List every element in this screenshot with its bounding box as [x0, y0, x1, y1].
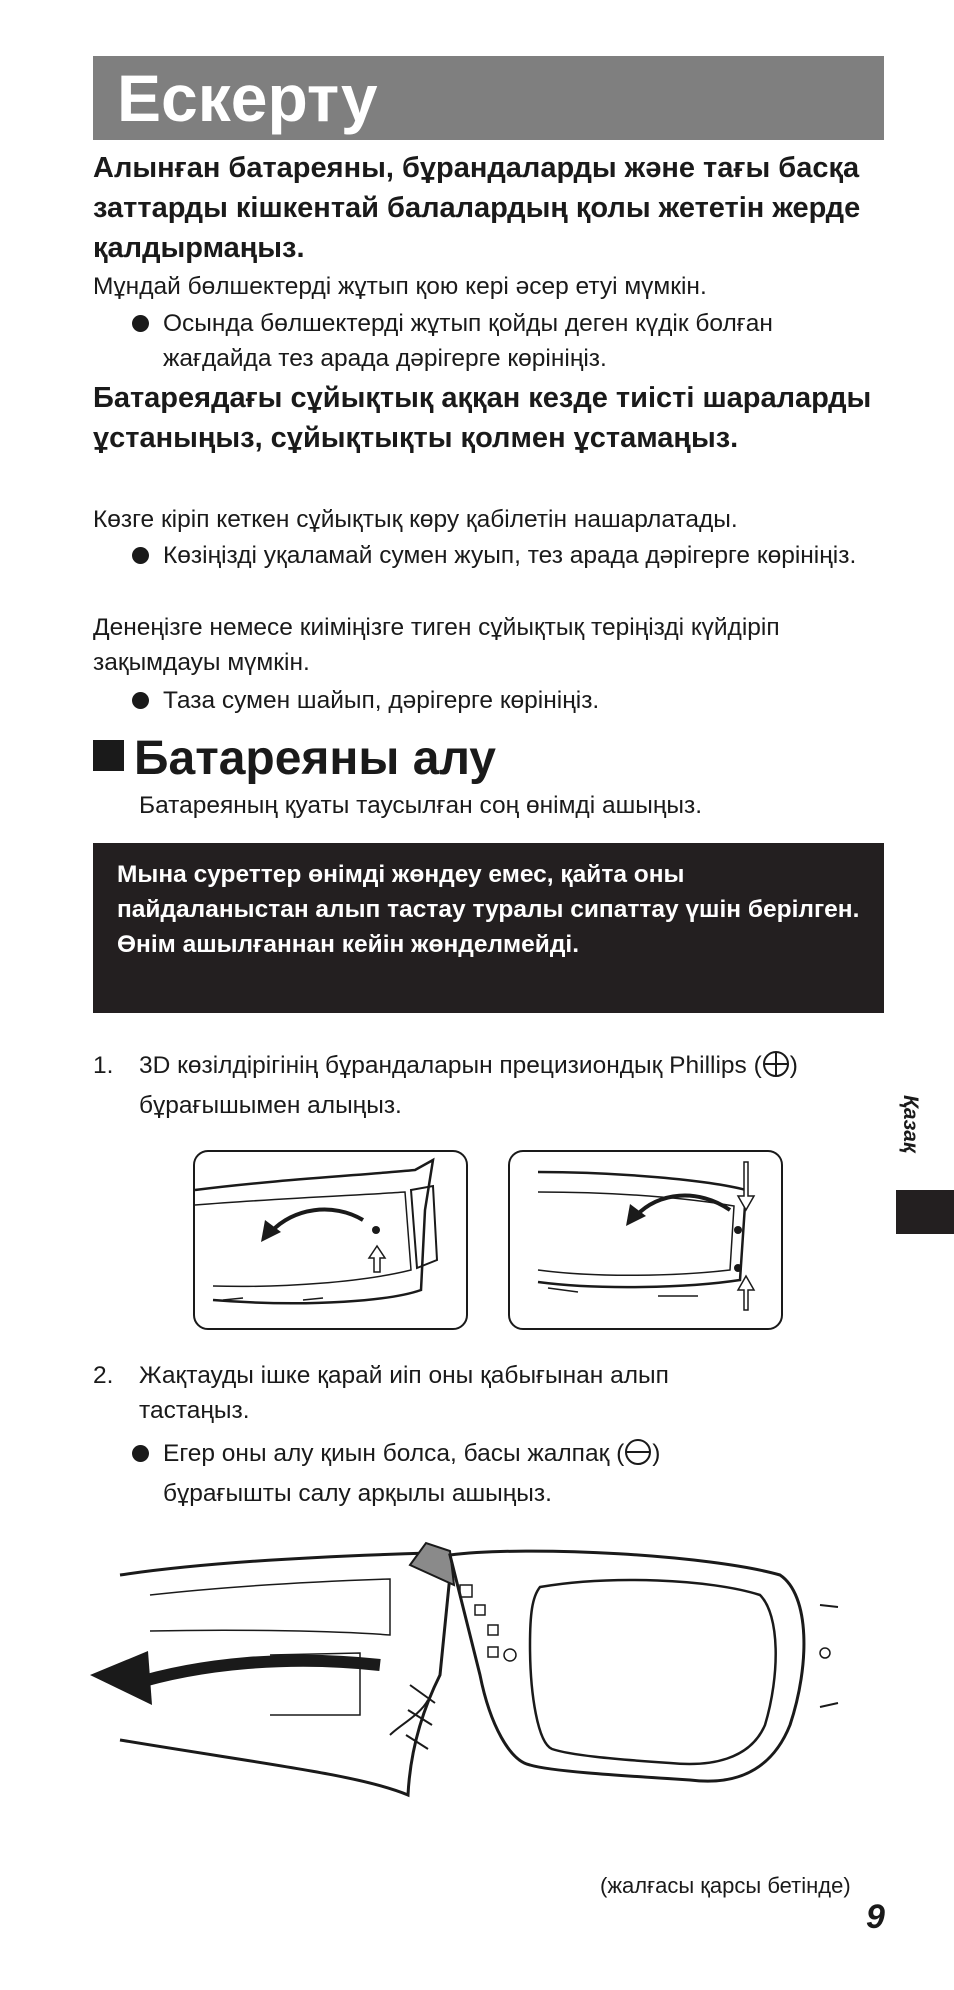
warning-text-3: Денеңізге немесе киіміңізге тиген сұйықтық теріңізді күйдіріп зақымдауы мүмкін.	[93, 614, 780, 676]
bullet-icon	[132, 315, 149, 332]
warning-bullet-3	[163, 683, 888, 718]
bullet-icon	[132, 692, 149, 709]
step-1-text-before: 3D көзілдірігінің бұрандаларын прецизиондық Phillips (	[139, 1052, 762, 1079]
step-1-text-after: ) бұрағышымен алыңыз.	[139, 1052, 798, 1119]
step-1-text	[139, 1048, 859, 1123]
section-subtitle: Батареяның қуаты таусылған соң өнімді ашыңыз.	[139, 792, 703, 819]
warning-bold-2: Батареядағы сұйықтық аққан кезде тиісті шараларды ұстаныңыз, сұйықтықты қолмен ұстамаңыз.	[93, 382, 872, 454]
warning-bullet-1-text: Осында бөлшектерді жұтып қойды деген күдік болған жағдайда тез арада дәрігерге көрініңіз.	[163, 310, 773, 372]
warning-text-1: Мұндай бөлшектерді жұтып қою кері әсер етуі мүмкін.	[93, 273, 707, 300]
warning-bullet-1	[163, 306, 888, 376]
warning-bold-1: Алынған батареяны, бұрандаларды және тағы басқа заттарды кішкентай балалардың қолы жететін жерде қалдырмаңыз.	[93, 152, 861, 264]
step-2-bullet-before: Егер оны алу қиын болса, басы жалпақ (	[163, 1440, 625, 1467]
step-2-bullet-after: ) бұрағышты салу арқылы ашыңыз.	[163, 1440, 661, 1507]
section-title-text: Батареяны алу	[134, 732, 496, 785]
square-bullet-icon	[93, 740, 124, 771]
warning-title-bar	[93, 56, 884, 140]
language-label-text: Қазақ	[899, 1095, 922, 1153]
screw-removal-figure-right	[508, 1150, 783, 1330]
language-side-tab	[896, 1190, 954, 1234]
page-number: 9	[866, 1898, 885, 1936]
warning-text-2: Көзге кіріп кеткен сұйықтық көру қабілетін нашарлатады.	[93, 506, 738, 533]
notice-line-1: Мына суреттер өнімді жөндеу емес, қайта оны пайдаланыстан алып тастау туралы сипаттау үшін берілген.	[117, 861, 860, 923]
phillips-screwdriver-icon	[762, 1050, 790, 1088]
step-2-text: Жақтауды ішке қарай иіп оны қабығынан алып тастаңыз.	[139, 1362, 669, 1424]
step-1-number: 1.	[93, 1052, 114, 1079]
notice-box	[93, 843, 884, 1013]
step-2-number: 2.	[93, 1362, 114, 1389]
warning-bullet-2	[163, 538, 888, 573]
notice-line-2: Өнім ашылғаннан кейін жөнделмейді.	[117, 931, 579, 958]
language-side-label	[888, 1095, 928, 1185]
warning-title: Ескерту	[117, 61, 378, 135]
bullet-icon	[132, 1445, 149, 1462]
flathead-screwdriver-icon	[624, 1438, 652, 1476]
frame-removal-figure	[90, 1535, 880, 1835]
warning-bullet-2-text: Көзіңізді уқаламай сумен жуып, тез арада дәрігерге көрініңіз.	[163, 542, 857, 569]
screw-removal-figure-left	[193, 1150, 468, 1330]
section-title	[93, 730, 496, 788]
warning-bullet-3-text: Таза сумен шайып, дәрігерге көрініңіз.	[163, 687, 600, 714]
bullet-icon	[132, 547, 149, 564]
step-2-bullet	[163, 1436, 763, 1511]
continued-note: (жалғасы қарсы бетінде)	[600, 1873, 851, 1898]
